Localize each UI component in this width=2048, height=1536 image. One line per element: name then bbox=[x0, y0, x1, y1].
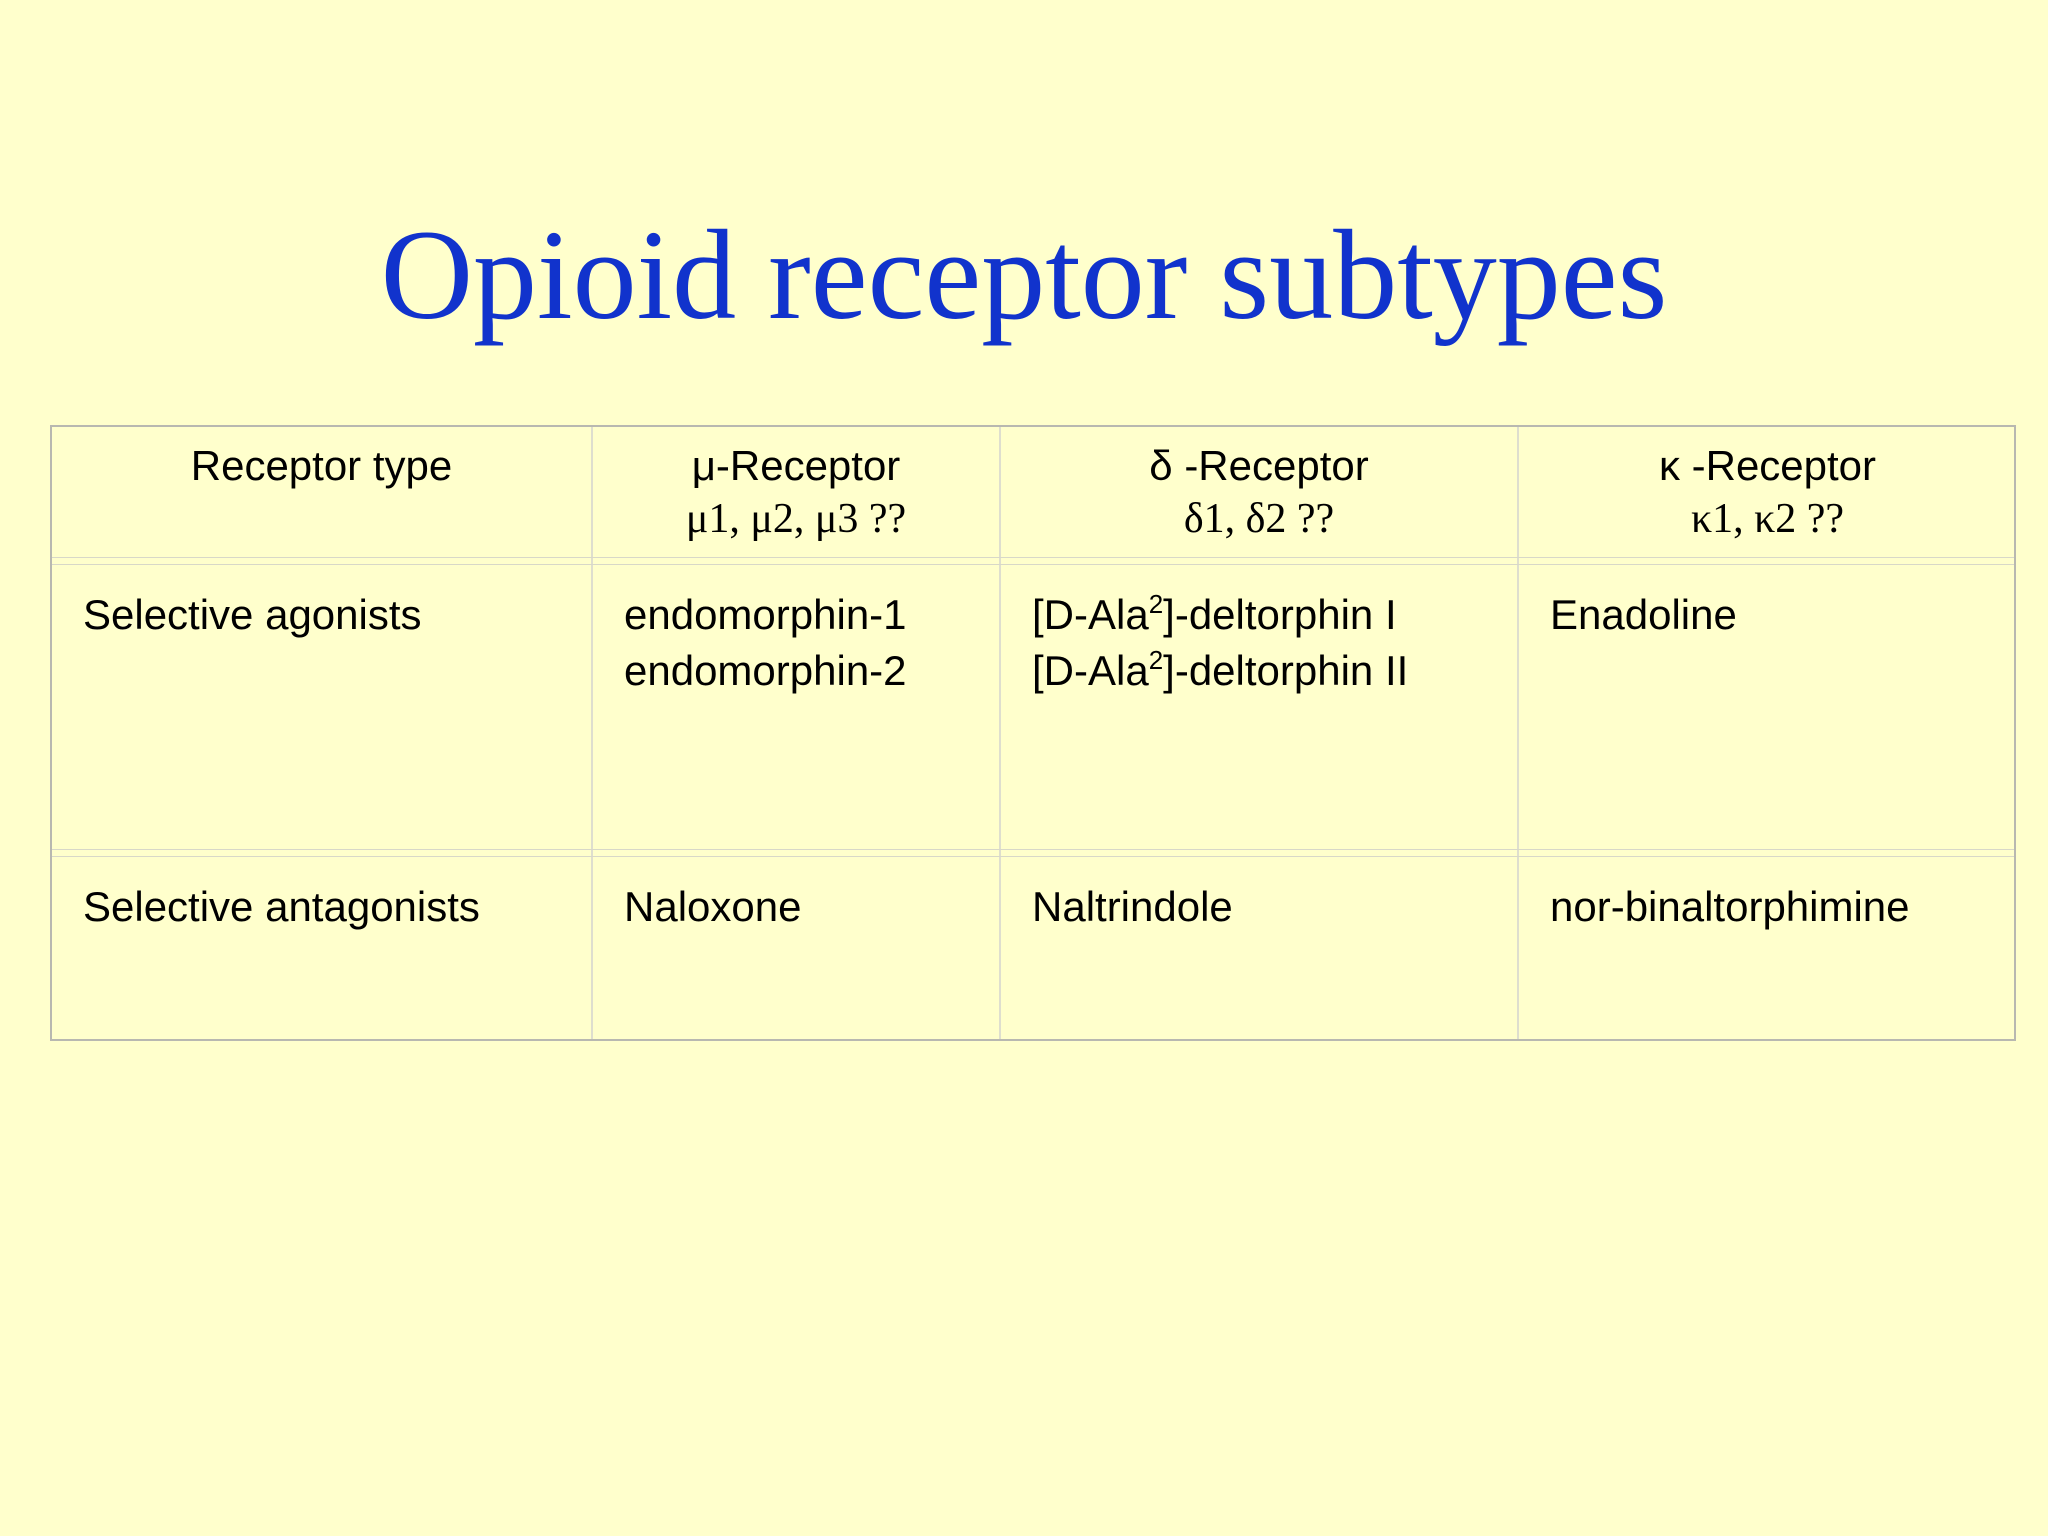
delta-agonist-prefix: [D-Ala bbox=[1032, 591, 1149, 638]
delta-agonist-superscript: 2 bbox=[1148, 589, 1164, 619]
delta-agonist-suffix: ]-deltorphin I bbox=[1163, 591, 1397, 638]
kappa-agonists-cell bbox=[1519, 565, 2016, 849]
delta-agonist-superscript: 2 bbox=[1148, 645, 1164, 675]
table-row-agonists bbox=[52, 565, 2014, 849]
kappa-antagonists-cell bbox=[1519, 857, 2016, 1041]
row-separator bbox=[52, 557, 2014, 565]
delta-agonist bbox=[1032, 587, 1517, 643]
mu-antagonists-cell bbox=[593, 857, 999, 1041]
kappa-receptor-subtypes: κ1, κ2 ?? bbox=[1690, 496, 1845, 542]
table-header-row bbox=[52, 427, 2014, 557]
delta-agonist bbox=[1032, 643, 1517, 699]
kappa-antagonist: nor-binaltorphimine bbox=[1550, 883, 1910, 930]
header-kappa-receptor bbox=[1519, 427, 2016, 557]
mu-agonist: endomorphin-2 bbox=[624, 647, 907, 694]
agonists-label-cell bbox=[52, 565, 591, 849]
header-delta-receptor bbox=[1001, 427, 1517, 557]
row-separator bbox=[52, 849, 2014, 857]
delta-receptor-name: δ -Receptor bbox=[1149, 442, 1369, 489]
header-mu-receptor bbox=[593, 427, 999, 557]
antagonists-label-cell bbox=[52, 857, 591, 1041]
agonists-label: Selective agonists bbox=[83, 591, 422, 638]
mu-antagonist: Naloxone bbox=[624, 883, 802, 930]
header-receptor-type bbox=[52, 427, 591, 557]
delta-agonist-prefix: [D-Ala bbox=[1032, 647, 1149, 694]
table-row-antagonists bbox=[52, 857, 2014, 1041]
delta-antagonist: Naltrindole bbox=[1032, 883, 1233, 930]
mu-agonists-cell bbox=[593, 565, 999, 849]
mu-agonist: endomorphin-1 bbox=[624, 591, 907, 638]
antagonists-label: Selective antagonists bbox=[83, 883, 480, 930]
slide-title: Opioid receptor subtypes bbox=[380, 204, 1668, 346]
header-label: Receptor type bbox=[190, 442, 453, 489]
mu-receptor-subtypes: μ1, μ2, μ3 ?? bbox=[685, 496, 907, 542]
kappa-receptor-name: κ -Receptor bbox=[1658, 442, 1877, 489]
mu-receptor-name: μ-Receptor bbox=[691, 442, 901, 489]
delta-agonists-cell bbox=[1001, 565, 1517, 849]
receptor-table bbox=[50, 425, 2016, 1041]
kappa-agonist: Enadoline bbox=[1550, 591, 1737, 638]
delta-receptor-subtypes: δ1, δ2 ?? bbox=[1183, 496, 1335, 542]
delta-antagonists-cell bbox=[1001, 857, 1517, 1041]
delta-agonist-suffix: ]-deltorphin II bbox=[1163, 647, 1409, 694]
